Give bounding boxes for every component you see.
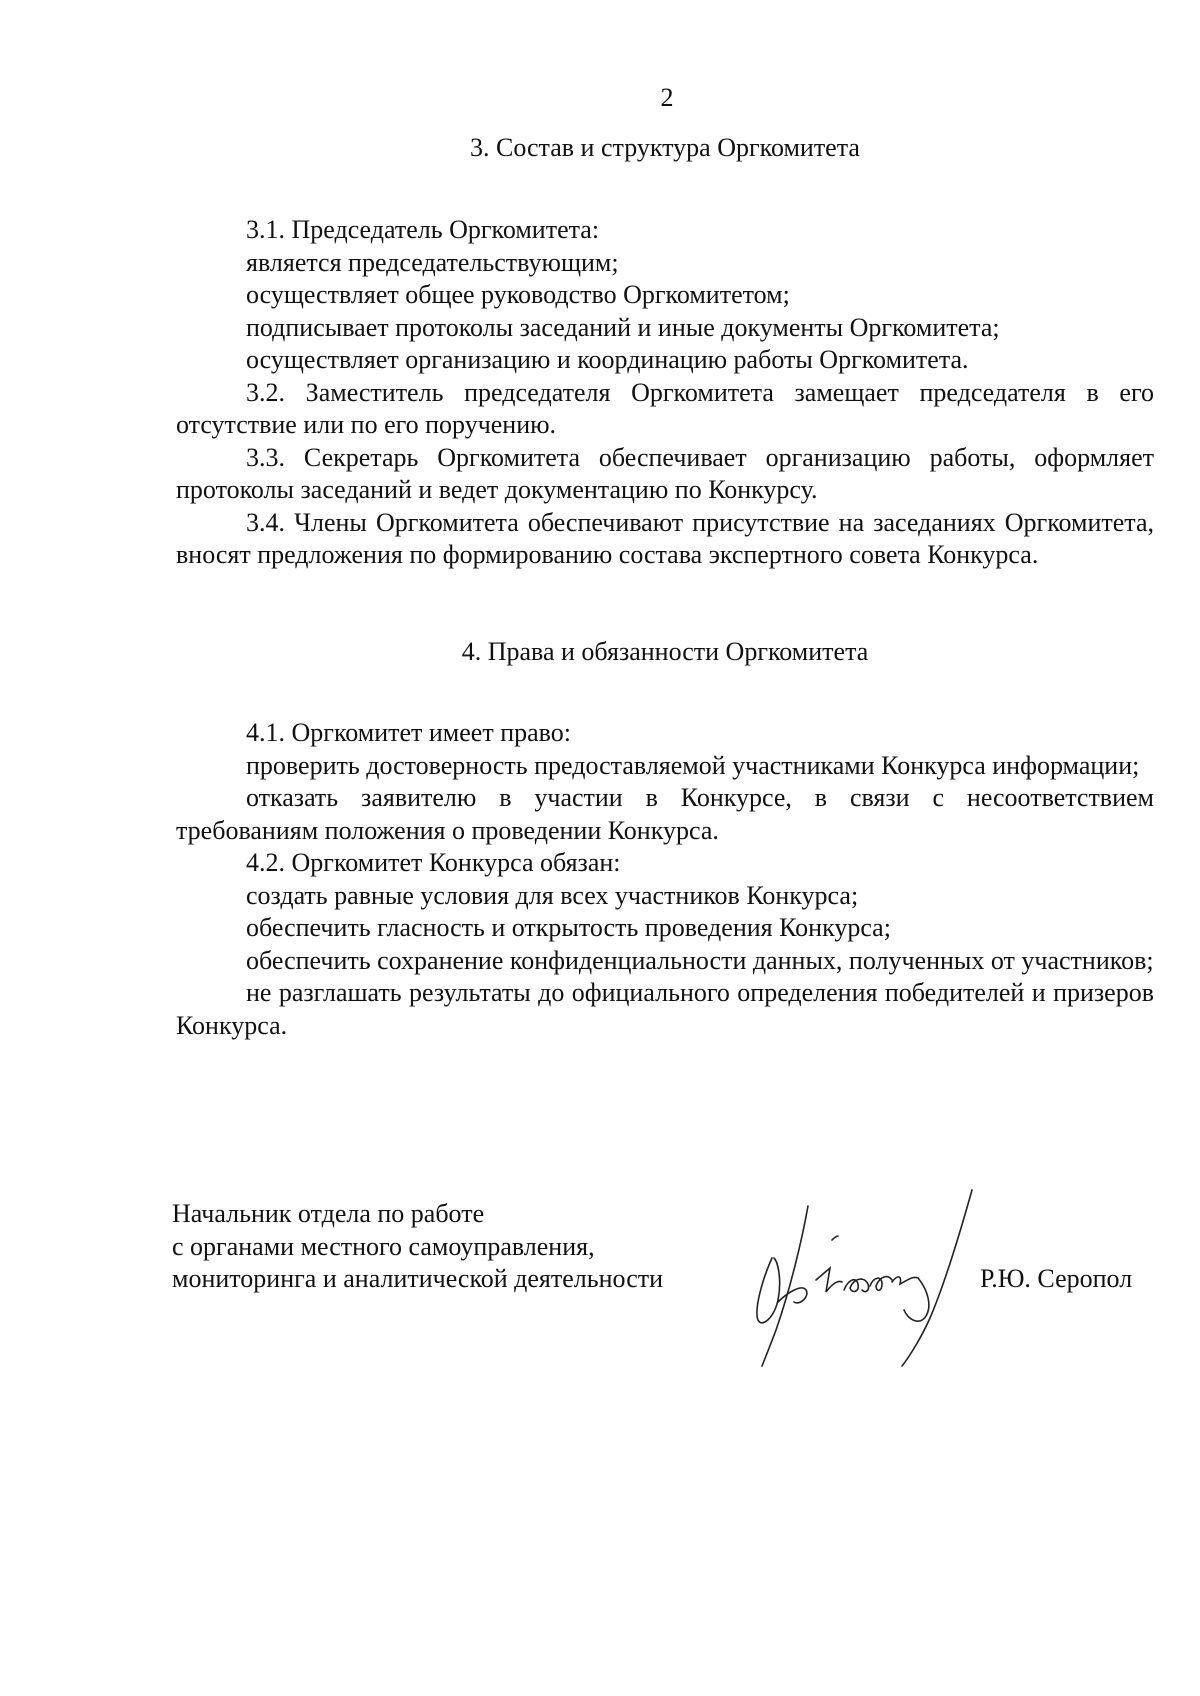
signatory-name: Р.Ю. Серопол bbox=[980, 1264, 1133, 1293]
paragraph-4-2: 4.2. Оргкомитет Конкурса обязан: bbox=[246, 848, 621, 877]
signatory-position-line: с органами местного самоуправления, bbox=[172, 1231, 595, 1261]
page-number: 2 bbox=[660, 83, 674, 112]
paragraph-3-4: 3.4. Члены Оргкомитета обеспечивают присутствие на заседаниях Оргкомитета, вносят предложения по формированию состава экспертного совета Конкурса. bbox=[176, 507, 1154, 569]
paragraph-3-1: 3.1. Председатель Оргкомитета: bbox=[246, 215, 600, 244]
section-3-body bbox=[176, 214, 1154, 572]
paragraph-4-2-item: обеспечить сохранение конфиденциальности данных, полученных от участников; bbox=[246, 945, 1154, 975]
paragraph-3-1-item: осуществляет общее руководство Оргкомитетом; bbox=[246, 280, 790, 309]
paragraph-4-1-item: проверить достоверность предоставляемой участниками Конкурса информации; bbox=[246, 750, 1140, 780]
paragraph-4-1-item: отказать заявителю в участии в Конкурсе, в связи с несоответствием требованиям положения о проведении Конкурса. bbox=[176, 783, 1154, 845]
paragraph-4-1: 4.1. Оргкомитет имеет право: bbox=[246, 718, 571, 747]
paragraph-4-2-item: не разглашать результаты до официального определения победителей и призеров Конкурса. bbox=[176, 978, 1154, 1040]
paragraph-4-2-item: обеспечить гласность и открытость проведения Конкурса; bbox=[246, 913, 891, 942]
section-3-heading: 3. Состав и структура Оргкомитета bbox=[470, 133, 860, 162]
paragraph-3-1-item: является председательствующим; bbox=[246, 247, 619, 277]
paragraph-3-2: 3.2. Заместитель председателя Оргкомитета замещает председателя в его отсутствие или по его поручению. bbox=[176, 377, 1154, 439]
paragraph-3-1-item: осуществляет организацию и координацию работы Оргкомитета. bbox=[246, 345, 969, 374]
paragraph-3-3: 3.3. Секретарь Оргкомитета обеспечивает организацию работы, оформляет протоколы заседаний и ведет документацию по Конкурсу. bbox=[176, 442, 1154, 504]
signature-block bbox=[172, 1198, 1172, 1348]
handwritten-signature bbox=[732, 1180, 982, 1370]
signatory-position-line: Начальник отдела по работе bbox=[172, 1199, 485, 1228]
paragraph-4-2-item: создать равные условия для всех участников Конкурса; bbox=[246, 880, 859, 910]
section-4-heading: 4. Права и обязанности Оргкомитета bbox=[461, 637, 869, 666]
signatory-position-line: мониторинга и аналитической деятельности bbox=[172, 1264, 664, 1293]
paragraph-3-1-item: подписывает протоколы заседаний и иные документы Оргкомитета; bbox=[246, 312, 1000, 342]
section-4-body bbox=[176, 717, 1154, 1042]
